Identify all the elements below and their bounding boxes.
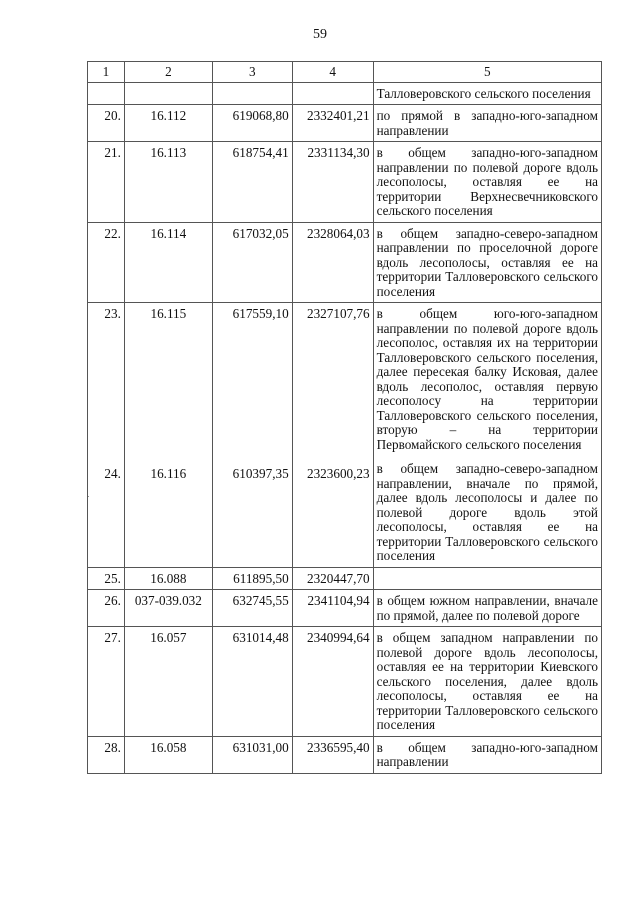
point-id: 037-039.032: [124, 590, 212, 627]
coord-y: 2323600,23: [306, 465, 370, 481]
coord-x: 632745,55: [212, 590, 292, 627]
row-number: 20.: [88, 105, 125, 142]
point-id: 16.116: [150, 465, 187, 481]
coord-x: 619068,80: [212, 105, 292, 142]
table-row: [88, 142, 602, 223]
table-row: [88, 627, 602, 737]
point-id: 16.057: [124, 627, 212, 737]
coord-y: 2336595,40: [292, 736, 373, 773]
header-cell: 3: [212, 62, 292, 83]
point-id: 16.113: [124, 142, 212, 223]
coord-y-cell: [292, 303, 373, 568]
point-id: 16.058: [124, 736, 212, 773]
table-header-row: [88, 62, 602, 83]
row-number: 25.: [88, 567, 125, 590]
point-id: 16.112: [124, 105, 212, 142]
page-number: 59: [313, 27, 327, 42]
table-row: [88, 222, 602, 303]
header-cell: 1: [88, 62, 125, 83]
direction-description: [373, 567, 601, 590]
direction-description: в общем западно-юго-западном направлении по полевой дороге вдоль лесополосы, оставляя ее на территории Верхнесвечниковского сельского поселения: [373, 142, 601, 223]
row-number-cell: [88, 303, 125, 568]
coord-x: 617559,10: [232, 306, 289, 321]
header-cell: 5: [373, 62, 601, 83]
direction-description: в общем южном направлении, вначале по прямой, далее по полевой дороге: [373, 590, 601, 627]
table-row-merged: [88, 303, 602, 568]
direction-description: в общем юго-юго-западном направлении по полевой дороге вдоль лесополос, оставляя их на территории Талловеровского сельского поселения, далее пересекая балку Исковая, далее вдоль лесополос, оставляя первую лесополосу на территории Талловеровского сельского поселения, вторую – на территории Первомайского сельского поселения: [376, 306, 598, 452]
coord-y: 2332401,21: [292, 105, 373, 142]
row-number: 28.: [88, 736, 125, 773]
row-number: 21.: [88, 142, 125, 223]
coord-y: 2331134,30: [292, 142, 373, 223]
margin-mark: [88, 496, 89, 497]
direction-description: в общем западно-северо-западном направлении, вначале по прямой, далее вдоль лесополосы и далее по полевой дороге вдоль этой лесополосы, оставляя ее на территории Талловеровского сельского поселения: [376, 461, 598, 563]
direction-description: в общем западно-северо-западном направлении по проселочной дороге вдоль лесополосы, оставляя ее на территории Талловеровского сельского поселения: [373, 222, 601, 303]
row-number: 26.: [88, 590, 125, 627]
empty-cell: [88, 82, 125, 105]
coord-x: 618754,41: [212, 142, 292, 223]
coord-y: 2340994,64: [292, 627, 373, 737]
coord-x-cell: [212, 303, 292, 568]
row-number: 27.: [88, 627, 125, 737]
direction-description: в общем западном направлении по полевой дороге вдоль лесополосы, оставляя ее на территории Киевского сельского поселения, далее вдоль лесополосы, оставляя ее на территории Талловеровского сельского поселения: [373, 627, 601, 737]
point-id-cell: [124, 303, 212, 568]
point-id: 16.088: [124, 567, 212, 590]
boundary-table: [87, 61, 602, 774]
coord-y: 2341104,94: [292, 590, 373, 627]
point-id: 16.114: [124, 222, 212, 303]
row-number: 22.: [88, 222, 125, 303]
coord-y: 2328064,03: [292, 222, 373, 303]
direction-description: в общем западно-юго-западном направлении: [373, 736, 601, 773]
table-row: [88, 736, 602, 773]
table-row: [88, 590, 602, 627]
coord-y: 2327107,76: [306, 306, 370, 321]
coord-x: 611895,50: [212, 567, 292, 590]
row-number: 24.: [104, 465, 121, 481]
coord-y: 2320447,70: [292, 567, 373, 590]
table-row: [88, 567, 602, 590]
empty-cell: [212, 82, 292, 105]
table-row-continuation: [88, 82, 602, 105]
header-cell: 2: [124, 62, 212, 83]
coord-x: 631031,00: [212, 736, 292, 773]
coord-x: 631014,48: [212, 627, 292, 737]
direction-description: по прямой в западно-юго-западном направлении: [373, 105, 601, 142]
header-cell: 4: [292, 62, 373, 83]
point-id: 16.115: [150, 306, 187, 321]
row-number: 23.: [104, 306, 121, 321]
empty-cell: [124, 82, 212, 105]
empty-cell: [292, 82, 373, 105]
coord-x: 617032,05: [212, 222, 292, 303]
continuation-text: Талловеровского сельского поселения: [373, 82, 601, 105]
coord-x: 610397,35: [232, 465, 289, 481]
direction-description-cell: [373, 303, 601, 568]
table-row: [88, 105, 602, 142]
